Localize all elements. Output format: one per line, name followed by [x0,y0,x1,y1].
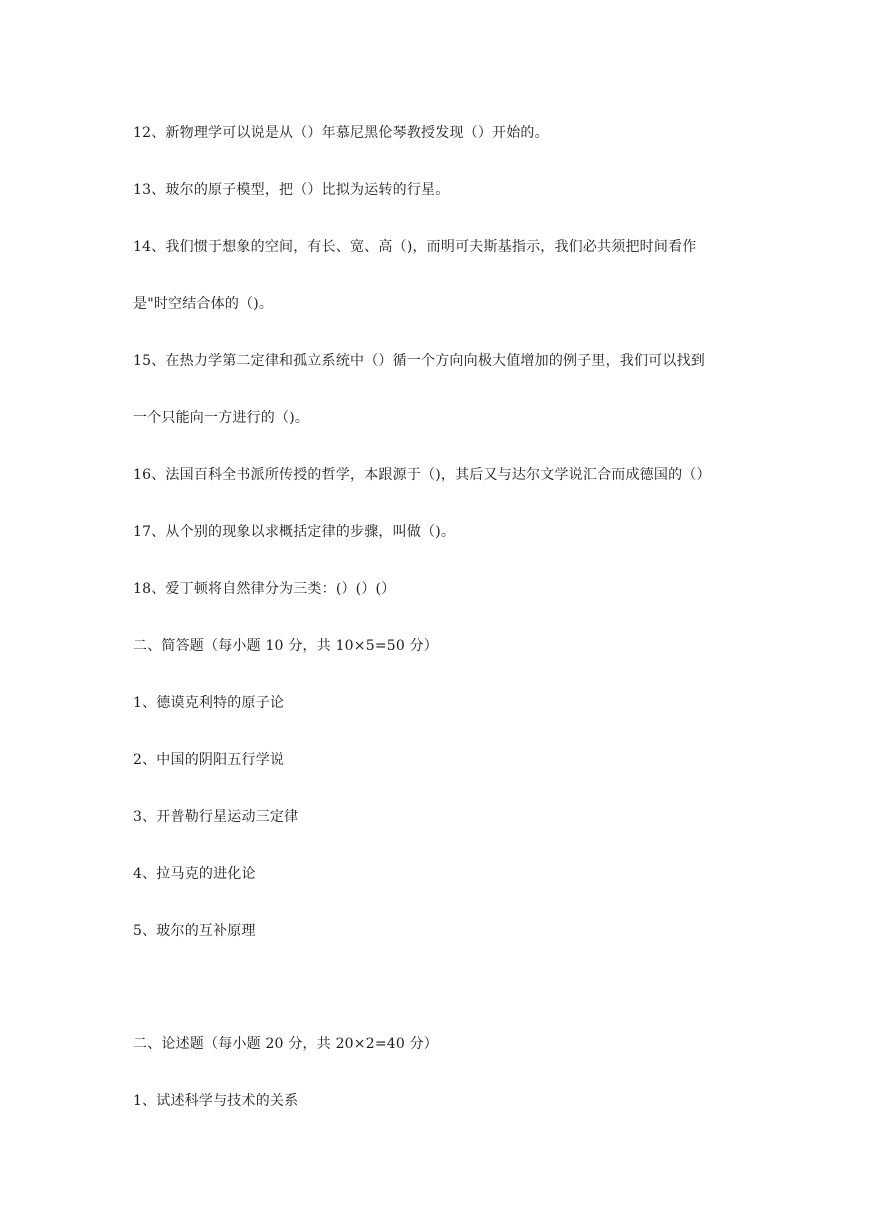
question-14-line-1: 14、我们惯于想象的空间，有长、宽、高（)，而明可夫斯基指示，我们必共须把时间看作 [133,239,697,255]
question-15-line-2: 一个只能向一方进行的（)。 [133,410,310,426]
question-17: 17、从个别的现象以求概括定律的步骤，叫做（)。 [133,524,456,540]
question-18: 18、爱丁顿将自然律分为三类：(）(）(） [133,581,396,597]
short-answer-item-1: 1、德谟克利特的原子论 [133,695,285,711]
short-answer-item-2: 2、中国的阴阳五行学说 [133,752,285,768]
question-14-line-2: 是"时空结合体的（)。 [133,296,274,312]
question-13: 13、玻尔的原子模型，把（）比拟为运转的行星。 [133,182,450,198]
section-heading-essay: 二、论述题（每小题 20 分，共 20×2=40 分） [133,1036,439,1052]
short-answer-item-4: 4、拉马克的进化论 [133,866,256,882]
short-answer-item-5: 5、玻尔的互补原理 [133,923,256,939]
essay-item-1: 1、试述科学与技术的关系 [133,1093,299,1109]
short-answer-item-3: 3、开普勒行星运动三定律 [133,809,299,825]
question-12: 12、新物理学可以说是从（）年慕尼黑伦琴教授发现（）开始的。 [133,125,549,141]
section-heading-short-answer: 二、简答题（每小题 10 分，共 10×5=50 分） [133,638,439,654]
question-16: 16、法国百科全书派所传授的哲学，本跟源于（)，其后又与达尔文学说汇合而成德国的（） [133,467,711,483]
question-15-line-1: 15、在热力学第二定律和孤立系统中（）循一个方向向极大值增加的例子里，我们可以找到 [133,353,706,369]
